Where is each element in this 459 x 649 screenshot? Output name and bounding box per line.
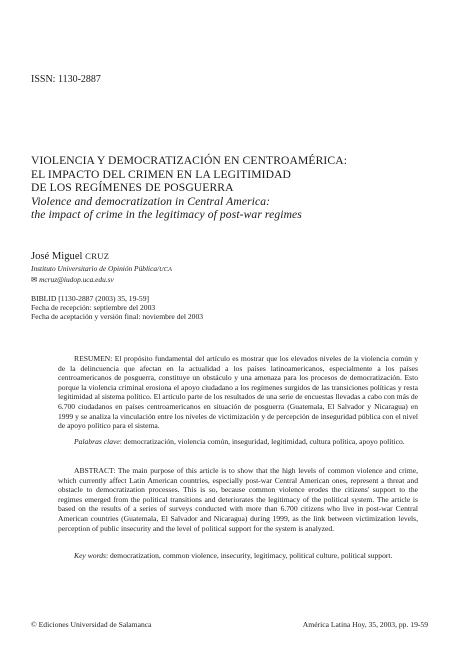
title-es-line2: EL IMPACTO DEL CRIMEN EN LA LEGITIMIDAD (31, 167, 292, 181)
issn-number: ISSN: 1130-2887 (31, 74, 101, 85)
author-surname: CRUZ (85, 251, 110, 261)
received-date: Fecha de recepción: septiembre del 2003 (31, 303, 156, 313)
author-given-name: José Miguel (31, 251, 86, 262)
affiliation-org: UCA (159, 266, 173, 273)
resumen-paragraph: RESUMEN: El propósito fundamental del artículo es mostrar que los elevados niveles de la violencia común y de la delincuencia que afectan en la actualidad a los países latinoamericanos, especialmente a los países centroamericanos de posguerra, constituye un obstáculo y una amenaza para los procesos de democratización. Esto porque la violencia criminal erosiona el apoyo ciudadano a los regímenes surgidos de las transiciones políticas y resta legitimidad al sistema político. El artículo parte de los resultados de una serie de encuestas llevadas a cabo con más de 6.700 ciudadanos en países centroamericanos en situación de posguerra (Guatemala, El Salvador y Nicaragua) en 1999 y se analiza la vinculación entre los niveles de victimización y de percepción de inseguridad pública con el nivel de apoyo político para el sistema. (58, 354, 418, 431)
email-address[interactable]: mcruz@iudop.uca.edu.sv (39, 275, 114, 284)
footer-journal: América Latina Hoy, 35, 2003, pp. 19-59 (302, 620, 428, 629)
affiliation-name: Instituto Universitario de Opinión Pública/ (31, 264, 160, 273)
abstract-paragraph: ABSTRACT: The main purpose of this article is to show that the high levels of common violence and crime, which currently affect Latin American countries, especially post-war Central American ones, represent a threat and obstacle to democratization processes. This is so, because common violence erodes the citizens' support to the regimes emerged from the political transitions and deteriorates the legitimacy of the political system. The article is based on the results of a series of surveys conducted with more than 6.700 citizens who live in post-war Central American countries (Guatemala, El Salvador and Nicaragua) during 1999, as the link between victimization levels, perception of public insecurity and the level of political support for the system is analyzed. (58, 466, 418, 533)
palabras-text: : democratización, violencia común, inseguridad, legitimidad, cultura política, apoyo político. (119, 437, 405, 446)
keywords-text: : democratization, common violence, insecurity, legitimacy, political culture, political support. (106, 551, 393, 560)
title-es-line3: DE LOS REGÍMENES DE POSGUERRA (31, 181, 234, 195)
title-en-line1: Violence and democratization in Central America: (31, 194, 271, 208)
title-es-line1: VIOLENCIA Y DEMOCRATIZACIÓN EN CENTROAMÉRICA: (31, 154, 348, 167)
accepted-date: Fecha de aceptación y versión final: noviembre del 2003 (31, 312, 204, 322)
biblid: BIBLID [1130-2887 (2003) 35, 19-59] (31, 294, 150, 303)
palabras-clave (58, 437, 418, 447)
author-name (31, 251, 109, 262)
author-email (31, 275, 114, 284)
bibliographic-info (31, 294, 203, 322)
envelope-icon: ✉ (31, 275, 38, 284)
palabras-label: Palabras clave (74, 437, 120, 446)
keywords-label: Key words (74, 551, 106, 560)
article-title (31, 154, 441, 222)
author-affiliation (31, 264, 172, 273)
key-words (58, 551, 418, 561)
title-en-line2: the impact of crime in the legitimacy of post-war regimes (31, 208, 302, 222)
footer-publisher: © Ediciones Universidad de Salamanca (31, 620, 152, 629)
